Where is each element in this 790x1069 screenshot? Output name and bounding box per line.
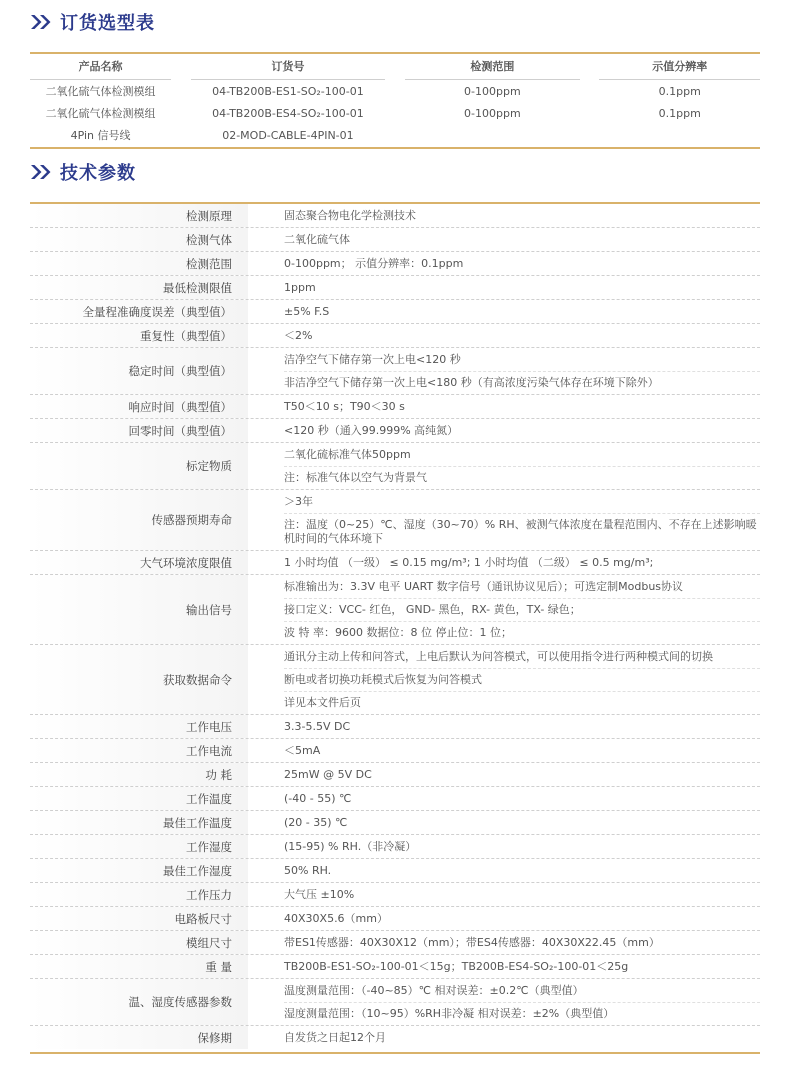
spec-value: 50% RH. <box>284 863 332 877</box>
header-resolution: 示值分辨率 <box>599 53 760 80</box>
spec-values <box>248 715 760 738</box>
spec-row <box>30 835 760 859</box>
spec-row <box>30 324 760 348</box>
spec-label: 最佳工作温度 <box>30 811 248 834</box>
spec-table <box>30 204 760 1049</box>
spec-value: T50＜10 s；T90＜30 s <box>284 399 405 413</box>
spec-values <box>248 575 760 644</box>
spec-value: 25mW @ 5V DC <box>284 767 372 781</box>
spec-values <box>248 324 760 347</box>
order-section-header <box>30 9 155 35</box>
spec-row <box>30 907 760 931</box>
order-bottom-divider <box>30 147 760 149</box>
spec-value: 非洁净空气下储存第一次上电<180 秒（有高浓度污染气体存在环境下除外） <box>284 371 760 394</box>
spec-value: TB200B-ES1-SO₂-100-01＜15g；TB200B-ES4-SO₂-100-01＜25g <box>284 959 629 973</box>
spec-value: 大气压 ±10% <box>284 887 355 901</box>
spec-row <box>30 883 760 907</box>
spec-value: ±5% F.S <box>284 304 330 318</box>
spec-value: 湿度测量范围：（10~95）%RH非冷凝 相对误差：±2%（典型值） <box>284 1002 760 1025</box>
spec-values <box>248 419 760 442</box>
spec-row <box>30 204 760 228</box>
cell-product-name: 二氧化硫气体检测模组 <box>45 85 156 98</box>
order-table-header <box>30 53 760 80</box>
spec-row <box>30 300 760 324</box>
cell-detection-range: 0-100ppm <box>464 84 521 98</box>
spec-values <box>248 859 760 882</box>
spec-values <box>248 883 760 906</box>
spec-value: 二氧化硫标准气体50ppm <box>284 447 411 461</box>
order-table <box>30 53 760 146</box>
spec-label: 重 量 <box>30 955 248 978</box>
spec-label: 大气环境浓度限值 <box>30 551 248 574</box>
spec-label: 工作电压 <box>30 715 248 738</box>
cell-order-number: 02-MOD-CABLE-4PIN-01 <box>222 128 354 142</box>
table-row <box>30 80 760 102</box>
spec-values <box>248 979 760 1025</box>
spec-values <box>248 787 760 810</box>
header-detection-range: 检测范围 <box>405 53 580 80</box>
spec-value: 3.3-5.5V DC <box>284 719 351 733</box>
spec-value: ＜2% <box>284 328 313 342</box>
spec-value: ＜5mA <box>284 743 321 757</box>
spec-label: 重复性（典型值） <box>30 324 248 347</box>
spec-values <box>248 931 760 954</box>
spec-label: 工作电流 <box>30 739 248 762</box>
spec-value: 带ES1传感器：40X30X12（mm）；带ES4传感器：40X30X22.45（mm） <box>284 935 660 949</box>
cell-resolution: 0.1ppm <box>658 106 701 120</box>
spec-label: 传感器预期寿命 <box>30 490 248 550</box>
spec-value: 二氧化硫气体 <box>284 232 350 246</box>
spec-row <box>30 395 760 419</box>
spec-values <box>248 395 760 418</box>
spec-row <box>30 419 760 443</box>
spec-values <box>248 300 760 323</box>
header-order-number: 订货号 <box>191 53 386 80</box>
spec-value: 1ppm <box>284 280 316 294</box>
spec-row <box>30 443 760 490</box>
spec-value: 注：温度（0~25）℃、湿度（30~70）% RH、被测气体浓度在量程范围内、不存在上述影响暖机时间的气体环境下 <box>284 513 760 550</box>
cell-order-number: 04-TB200B-ES1-SO₂-100-01 <box>212 84 364 98</box>
spec-values <box>248 1026 760 1049</box>
spec-row <box>30 490 760 551</box>
spec-row <box>30 763 760 787</box>
spec-label: 稳定时间（典型值） <box>30 348 248 394</box>
spec-row <box>30 1026 760 1049</box>
spec-values <box>248 276 760 299</box>
spec-values <box>248 443 760 489</box>
spec-label: 模组尺寸 <box>30 931 248 954</box>
spec-value: 标准输出为：3.3V 电平 UART 数字信号（通讯协议见后）；可选定制Modbus协议 <box>284 579 684 593</box>
double-chevron-right-icon <box>30 164 52 180</box>
spec-label: 检测气体 <box>30 228 248 251</box>
spec-label: 最佳工作湿度 <box>30 859 248 882</box>
header-product-name: 产品名称 <box>30 53 171 80</box>
spec-label: 检测范围 <box>30 252 248 275</box>
cell-detection-range: 0-100ppm <box>464 106 521 120</box>
spec-row <box>30 811 760 835</box>
spec-value: 0-100ppm； 示值分辨率：0.1ppm <box>284 256 464 270</box>
spec-values <box>248 955 760 978</box>
spec-row <box>30 276 760 300</box>
spec-value: 通讯分主动上传和问答式，上电后默认为问答模式，可以使用指令进行两种模式间的切换 <box>284 649 713 663</box>
spec-bottom-divider <box>30 1052 760 1054</box>
spec-value: 详见本文件后页 <box>284 691 760 714</box>
spec-value: 1 小时均值 （一级） ≤ 0.15 mg/m³; 1 小时均值 （二级） ≤ 0.5 mg/m³; <box>284 555 654 569</box>
spec-label: 工作湿度 <box>30 835 248 858</box>
spec-value: 洁净空气下储存第一次上电<120 秒 <box>284 352 461 366</box>
spec-values <box>248 645 760 714</box>
spec-value: 自发货之日起12个月 <box>284 1030 386 1044</box>
spec-value: (15-95) % RH.（非冷凝） <box>284 839 417 853</box>
spec-value: 40X30X5.6（mm） <box>284 911 388 925</box>
spec-section-title: 技术参数 <box>60 163 136 184</box>
spec-label: 保修期 <box>30 1026 248 1049</box>
spec-values <box>248 739 760 762</box>
spec-value: 注：标准气体以空气为背景气 <box>284 466 760 489</box>
cell-resolution: 0.1ppm <box>658 84 701 98</box>
spec-values <box>248 763 760 786</box>
spec-value: 接口定义：VCC- 红色， GND- 黑色，RX- 黄色，TX- 绿色； <box>284 598 760 621</box>
spec-label: 检测原理 <box>30 204 248 227</box>
spec-row <box>30 645 760 715</box>
cell-product-name: 二氧化硫气体检测模组 <box>45 107 156 120</box>
spec-value: (-40 - 55) ℃ <box>284 791 352 805</box>
spec-values <box>248 204 760 227</box>
spec-label: 功 耗 <box>30 763 248 786</box>
spec-label: 工作温度 <box>30 787 248 810</box>
spec-value: 温度测量范围：（-40~85）℃ 相对误差：±0.2℃（典型值） <box>284 983 584 997</box>
spec-row <box>30 787 760 811</box>
spec-row <box>30 931 760 955</box>
spec-label: 标定物质 <box>30 443 248 489</box>
spec-label: 输出信号 <box>30 575 248 644</box>
spec-row <box>30 551 760 575</box>
double-chevron-right-icon <box>30 14 52 30</box>
table-row <box>30 102 760 124</box>
spec-row <box>30 252 760 276</box>
spec-row <box>30 955 760 979</box>
spec-label: 回零时间（典型值） <box>30 419 248 442</box>
spec-values <box>248 811 760 834</box>
spec-label: 工作压力 <box>30 883 248 906</box>
spec-row <box>30 739 760 763</box>
spec-values <box>248 490 760 550</box>
spec-row <box>30 979 760 1026</box>
spec-row <box>30 228 760 252</box>
spec-values <box>248 551 760 574</box>
spec-label: 电路板尺寸 <box>30 907 248 930</box>
table-row <box>30 124 760 146</box>
spec-values <box>248 228 760 251</box>
spec-values <box>248 907 760 930</box>
spec-row <box>30 348 760 395</box>
spec-value: (20 - 35) ℃ <box>284 815 348 829</box>
spec-section-header <box>30 159 136 185</box>
spec-row <box>30 575 760 645</box>
spec-value: ＞3年 <box>284 494 313 508</box>
spec-value: <120 秒（通入99.999% 高纯氮） <box>284 423 459 437</box>
spec-value: 固态聚合物电化学检测技术 <box>284 208 416 222</box>
spec-value: 断电或者切换功耗模式后恢复为问答模式 <box>284 668 760 691</box>
spec-row <box>30 715 760 739</box>
cell-order-number: 04-TB200B-ES4-SO₂-100-01 <box>212 106 364 120</box>
spec-value: 波 特 率：9600 数据位：8 位 停止位：1 位； <box>284 621 760 644</box>
spec-label: 全量程准确度误差（典型值） <box>30 300 248 323</box>
spec-values <box>248 348 760 394</box>
spec-label: 获取数据命令 <box>30 645 248 714</box>
cell-product-name: 4Pin 信号线 <box>70 129 131 142</box>
spec-values <box>248 835 760 858</box>
order-section-title: 订货选型表 <box>60 13 155 34</box>
spec-label: 最低检测限值 <box>30 276 248 299</box>
spec-label: 响应时间（典型值） <box>30 395 248 418</box>
spec-row <box>30 859 760 883</box>
spec-values <box>248 252 760 275</box>
spec-label: 温、湿度传感器参数 <box>30 979 248 1025</box>
